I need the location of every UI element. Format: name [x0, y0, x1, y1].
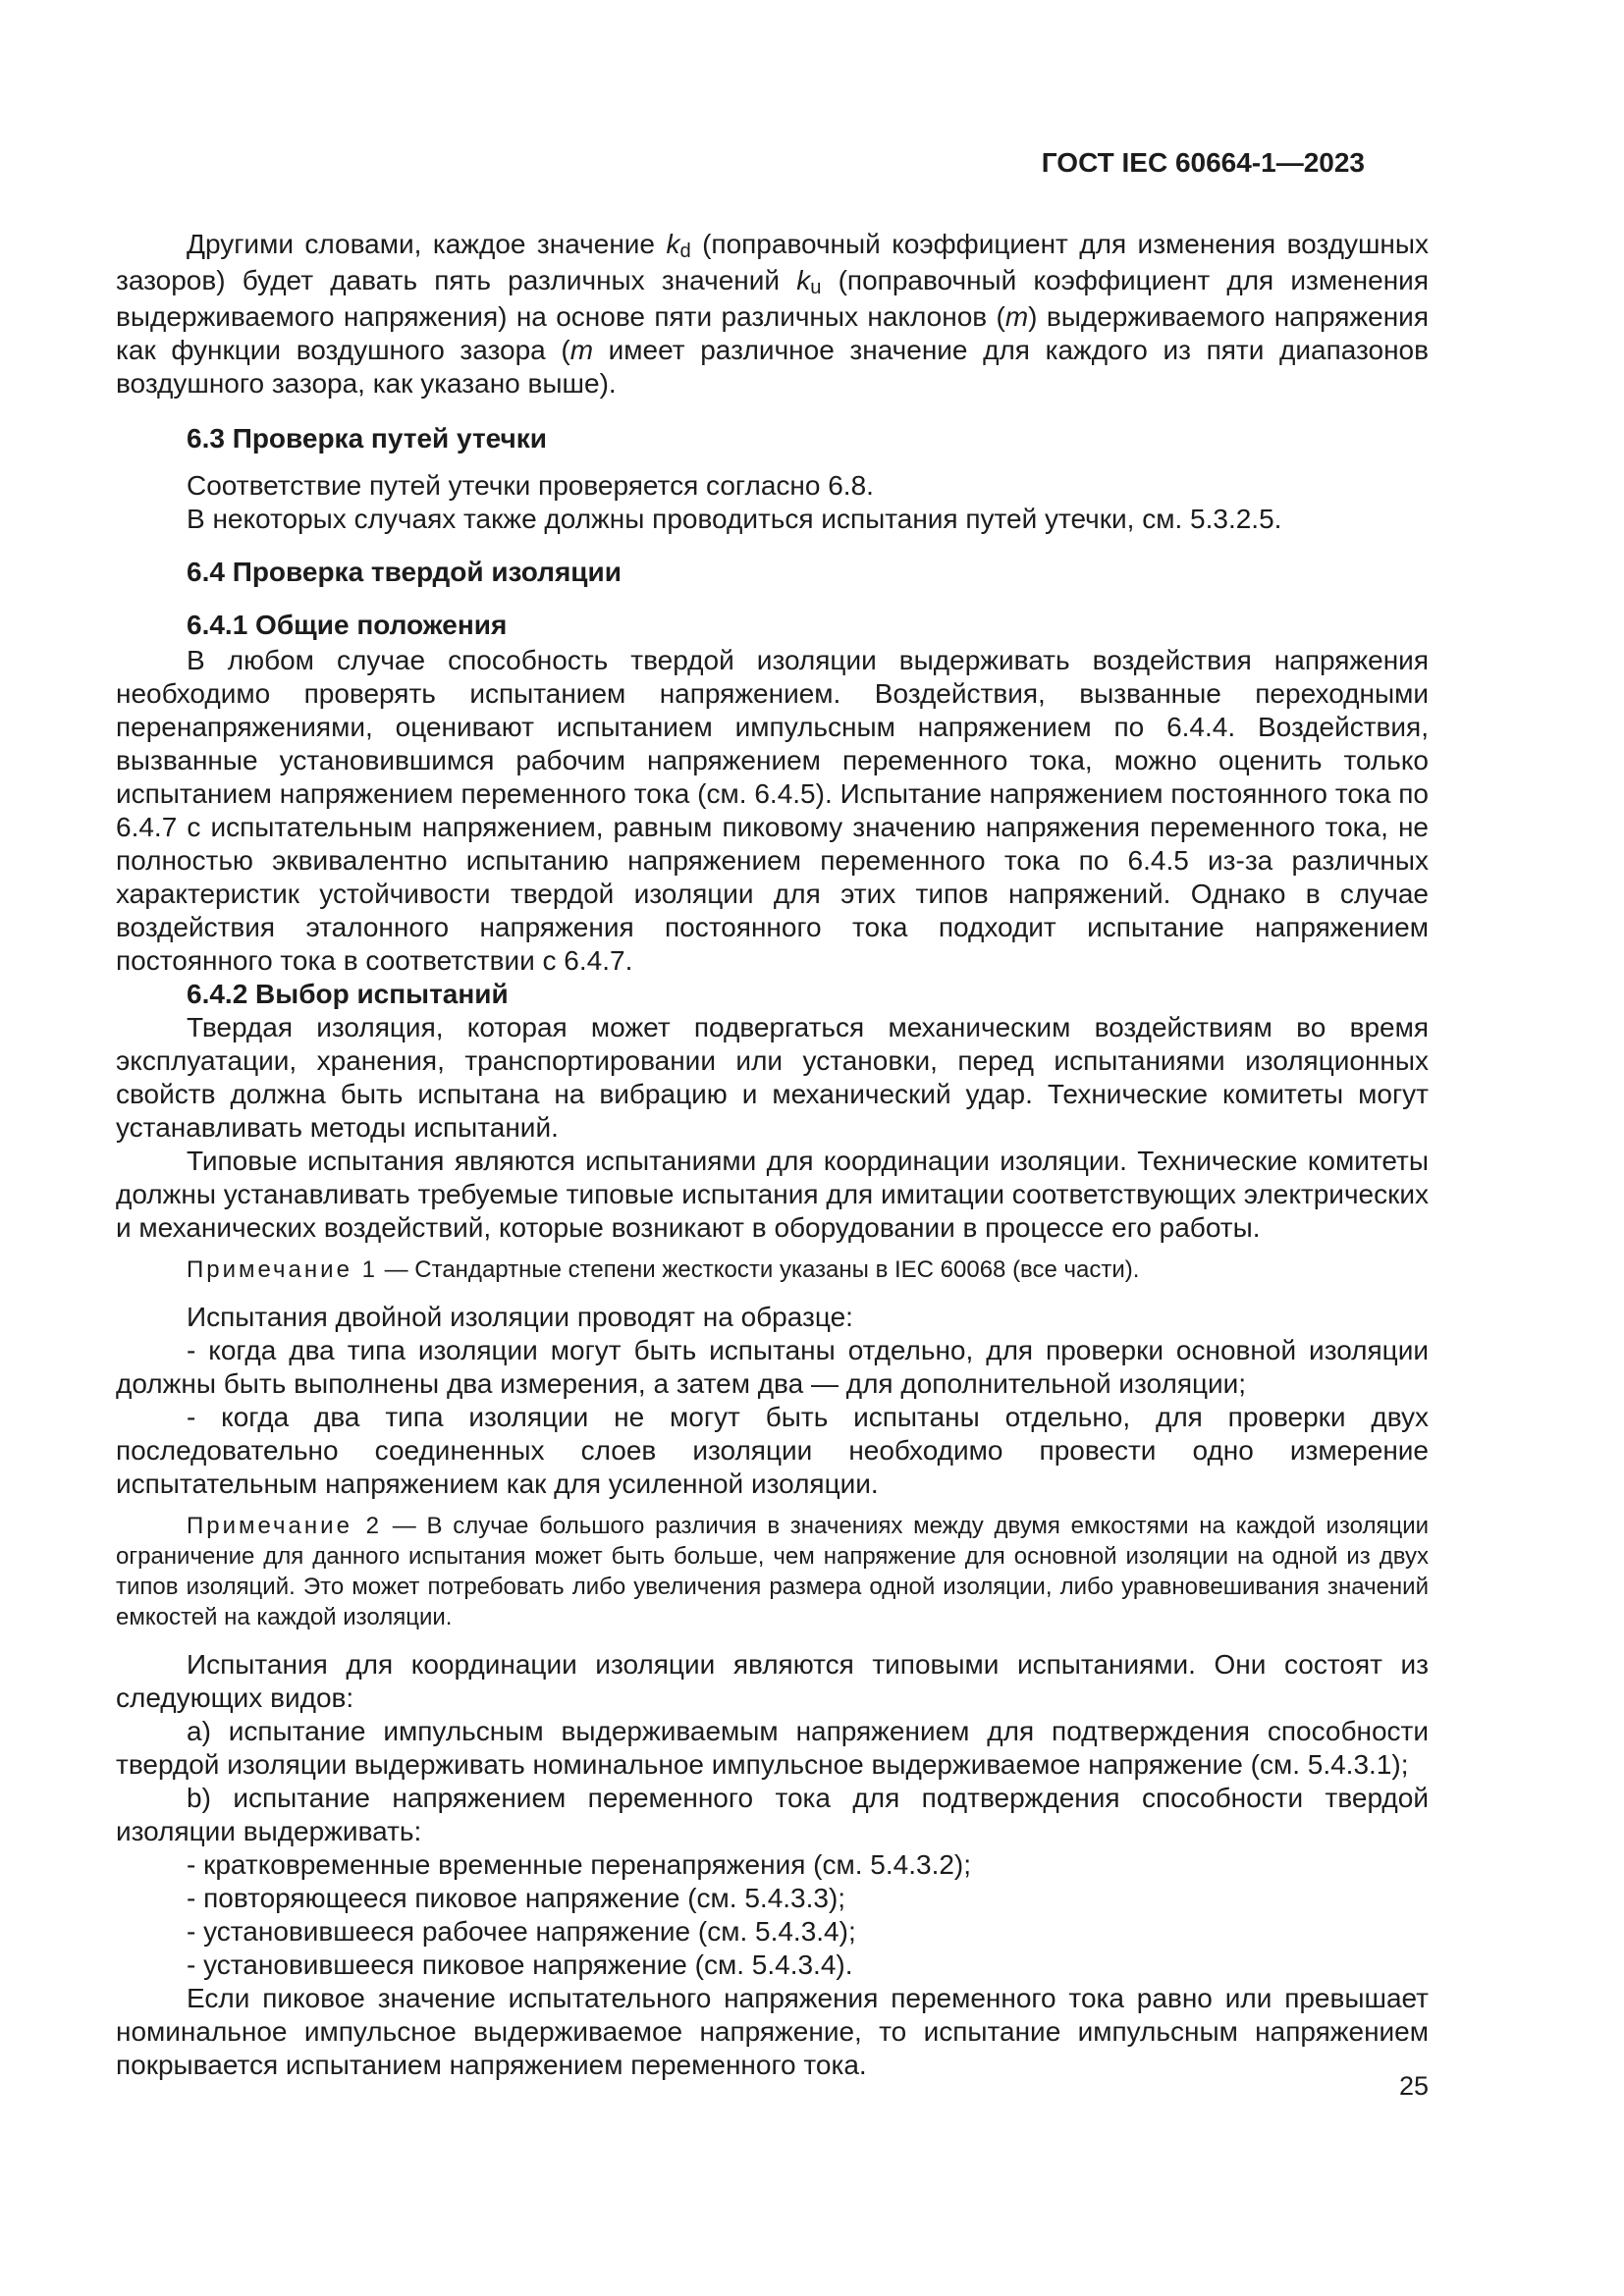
- paragraph-6-3-compliance: Соответствие путей утечки проверяется согласно 6.8.: [187, 470, 874, 501]
- bullet-combined-testing: - когда два типа изоляции не могут быть испытаны отдельно, для проверки двух последовательно соединенных слоев изоляции необходимо провести одно измерение испытательным напряжением как для усиленной изоляции.: [116, 1402, 1429, 1499]
- page-number: 25: [1398, 2071, 1429, 2101]
- page-header-standard-ref: ГОСТ IEC 60664-1—2023: [1041, 147, 1365, 178]
- paragraph-coordination-tests: Испытания для координации изоляции являются типовыми испытаниями. Они состоят из следующих видов:: [116, 1649, 1429, 1713]
- note-2-label: Примечание 2: [187, 1513, 382, 1539]
- paragraph-double-insulation: Испытания двойной изоляции проводят на образце:: [187, 1302, 853, 1332]
- sub-bullet-steady-working: - установившееся рабочее напряжение (см. 5.4.3.4);: [187, 1916, 856, 1947]
- note-2: [116, 1511, 1429, 1632]
- paragraph-6-3-tests: В некоторых случаях также должны проводиться испытания путей утечки, см. 5.3.2.5.: [187, 504, 1282, 534]
- note-1-label: Примечание 1: [187, 1256, 378, 1283]
- paragraph-type-tests: Типовые испытания являются испытаниями для координации изоляции. Технические комитеты должны устанавливать требуемые типовые испытания для имитации соответствующих электрических и механических воздействий, которые возникают в оборудовании в процессе его работы.: [116, 1146, 1429, 1243]
- section-heading-6-4: 6.4 Проверка твердой изоляции: [187, 557, 622, 587]
- document-content: [116, 228, 1429, 2082]
- section-heading-6-4-1: 6.4.1 Общие положения: [187, 610, 508, 640]
- note-2-text: — В случае большого различия в значениях между двумя емкостями на каждой изоляции ограничение для данного испытания может быть больше, чем напряжение для основной изоляции на одной из двух типов изоляций. Это может потребовать либо увеличения размера одной изоляции, либо уравновешивания значений емкостей на каждой изоляции.: [116, 1513, 1430, 1630]
- section-heading-6-4-2: 6.4.2 Выбор испытаний: [187, 979, 509, 1009]
- note-1: [116, 1255, 1429, 1285]
- sub-bullet-steady-peak: - установившееся пиковое напряжение (см. 5.4.3.4).: [187, 1949, 853, 1980]
- paragraph-6-4-1-body: В любом случае способность твердой изоляции выдерживать воздействия напряжения необходимо проверять испытанием напряжением. Воздействия, вызванные переходными перенапряжениями, оценивают испытанием импульсным напряжением по 6.4.4. Воздействия, вызванные установившимся рабочим напряжением переменного тока, можно оценить только испытанием напряжением переменного тока (см. 6.4.5). Испытание напряжением постоянного тока по 6.4.7 с испытательным напряжением, равным пиковому значению напряжения переменного тока, не полностью эквивалентно испытанию напряжением переменного тока по 6.4.5 из-за различных характеристик устойчивости твердой изоляции для этих типов напряжений. Однако в случае воздействия эталонного напряжения постоянного тока подходит испытание напряжением постоянного тока в соответствии с 6.4.7.: [116, 645, 1429, 976]
- paragraph-solid-insulation: Твердая изоляция, которая может подвергаться механическим воздействиям во время эксплуатации, хранения, транспортировании или установки, перед испытаниями изоляционных свойств должна быть испытана на вибрацию и механический удар. Технические комитеты могут устанавливать методы испытаний.: [116, 1012, 1429, 1143]
- list-item-a: a) испытание импульсным выдерживаемым напряжением для подтверждения способности твердой изоляции выдерживать номинальное импульсное выдерживаемое напряжение (см. 5.4.3.1);: [116, 1716, 1429, 1780]
- note-1-text: — Стандартные степени жесткости указаны в IEC 60068 (все части).: [384, 1256, 1140, 1283]
- closing-paragraph: Если пиковое значение испытательного напряжения переменного тока равно или превышает номинальное импульсное выдерживаемое напряжение, то испытание импульсным напряжением покрывается испытанием напряжением переменного тока.: [116, 1983, 1429, 2080]
- bullet-separate-testing: - когда два типа изоляции могут быть испытаны отдельно, для проверки основной изоляции должны быть выполнены два измерения, а затем два — для дополнительной изоляции;: [116, 1335, 1429, 1399]
- section-heading-6-3: 6.3 Проверка путей утечки: [187, 423, 548, 454]
- sub-bullet-overvoltages: - кратковременные временные перенапряжения (см. 5.4.3.2);: [187, 1849, 972, 1880]
- intro-paragraph: Другими словами, каждое значение $k_d$ (поправочный коэффициент для изменения воздушных зазоров) будет давать пять различных значений $k_u$ (поправочный коэффициент для изменения выдерживаемого напряжения) на основе пяти различных наклонов (m) выдерживаемого напряжения как функции воздушного зазора (m имеет различное значение для каждого из пяти диапазонов воздушного зазора, как указано выше).: [116, 229, 1430, 399]
- list-item-b: b) испытание напряжением переменного тока для подтверждения способности твердой изоляции выдерживать:: [116, 1783, 1429, 1846]
- sub-bullet-recurring-peak: - повторяющееся пиковое напряжение (см. 5.4.3.3);: [187, 1883, 846, 1913]
